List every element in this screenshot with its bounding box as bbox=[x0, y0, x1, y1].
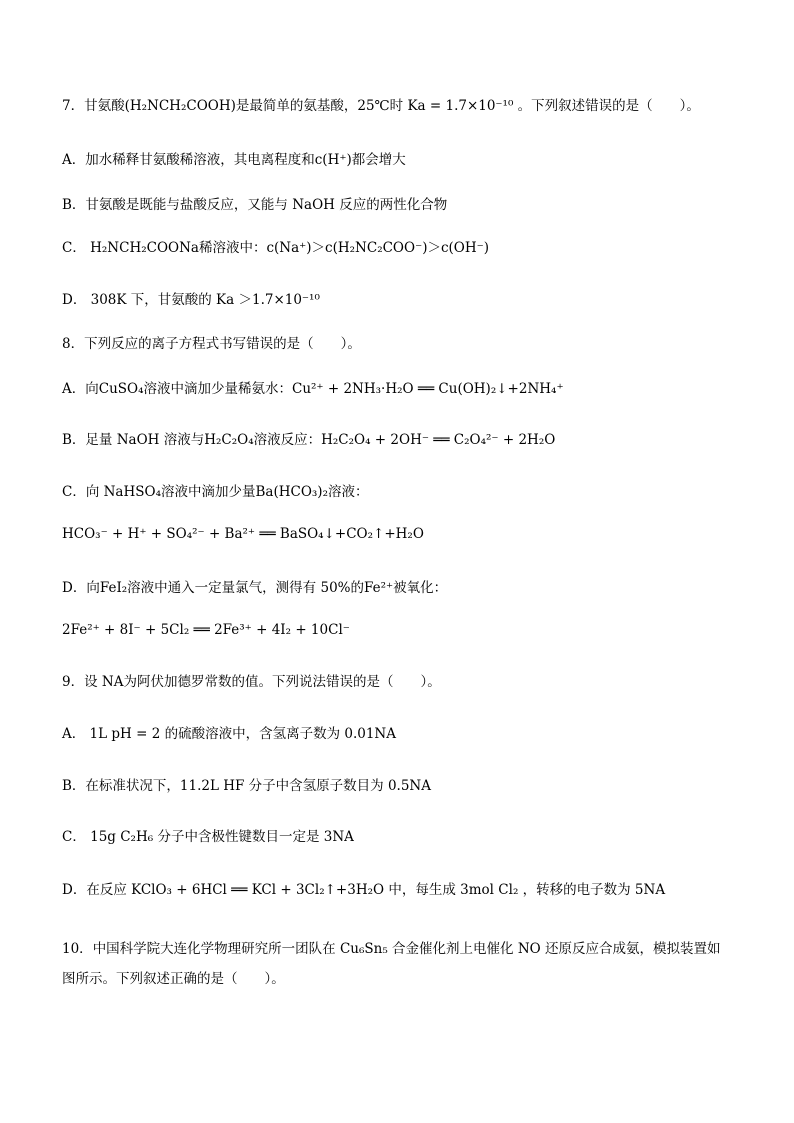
question-7-stem: 7．甘氨酸(H₂NCH₂COOH)是最简单的氨基酸，25℃时 Ka = 1.7×10⁻¹⁰ 。下列叙述错误的是（ ）。 bbox=[62, 98, 700, 114]
question-7-option-c: C． H₂NCH₂COONa稀溶液中：c(Na⁺)＞c(H₂NC₂COO⁻)＞c(OH⁻) bbox=[62, 240, 490, 256]
question-8-option-c: C．向 NaHSO₄溶液中滴加少量Ba(HCO₃)₂溶液： bbox=[62, 484, 369, 500]
question-9-option-b: B．在标准状况下，11.2L HF 分子中含氢原子数目为 0.5NA bbox=[62, 778, 431, 794]
question-8-option-a: A．向CuSO₄溶液中滴加少量稀氨水：Cu²⁺ + 2NH₃·H₂O ══ Cu(OH)₂↓+2NH₄⁺ bbox=[62, 381, 564, 397]
question-number: 10． bbox=[62, 941, 93, 957]
question-8-stem: 8．下列反应的离子方程式书写错误的是（ ）。 bbox=[62, 336, 361, 352]
question-7-option-a: A．加水稀释甘氨酸稀溶液，其电离程度和c(H⁺)都会增大 bbox=[62, 152, 406, 168]
question-number: 8． bbox=[62, 336, 85, 352]
question-7-option-d: D． 308K 下，甘氨酸的 Ka ＞1.7×10⁻¹⁰ bbox=[62, 292, 320, 308]
question-10-stem: 10．中国科学院大连化学物理研究所一团队在 Cu₆Sn₅ 合金催化剂上电催化 NO 还原反应合成氨，模拟装置如图所示。下列叙述正确的是（ ）。 bbox=[62, 941, 721, 987]
question-number: 9． bbox=[62, 674, 85, 690]
question-8-option-d-equation: 2Fe²⁺ + 8I⁻ + 5Cl₂ ══ 2Fe³⁺ + 4I₂ + 10Cl⁻ bbox=[62, 622, 350, 638]
question-number: 7． bbox=[62, 98, 85, 114]
question-8-option-d: D．向FeI₂溶液中通入一定量氯气，测得有 50%的Fe²⁺被氧化： bbox=[62, 580, 448, 596]
question-9-option-c: C． 15g C₂H₆ 分子中含极性键数目一定是 3NA bbox=[62, 829, 354, 845]
question-9-option-d: D．在反应 KClO₃ + 6HCl ══ KCl + 3Cl₂↑+3H₂O 中，每生成 3mol Cl₂ ，转移的电子数为 5NA bbox=[62, 882, 666, 898]
question-9-stem: 9．设 NA为阿伏加德罗常数的值。下列说法错误的是（ ）。 bbox=[62, 674, 441, 690]
question-7-option-b: B．甘氨酸是既能与盐酸反应，又能与 NaOH 反应的两性化合物 bbox=[62, 197, 448, 213]
question-8-option-c-equation: HCO₃⁻ + H⁺ + SO₄²⁻ + Ba²⁺ ══ BaSO₄↓+CO₂↑+H₂O bbox=[62, 526, 424, 542]
question-9-option-a: A． 1L pH = 2 的硫酸溶液中，含氢离子数为 0.01NA bbox=[62, 726, 396, 742]
question-8-option-b: B．足量 NaOH 溶液与H₂C₂O₄溶液反应：H₂C₂O₄ + 2OH⁻ ══ C₂O₄²⁻ + 2H₂O bbox=[62, 432, 556, 448]
